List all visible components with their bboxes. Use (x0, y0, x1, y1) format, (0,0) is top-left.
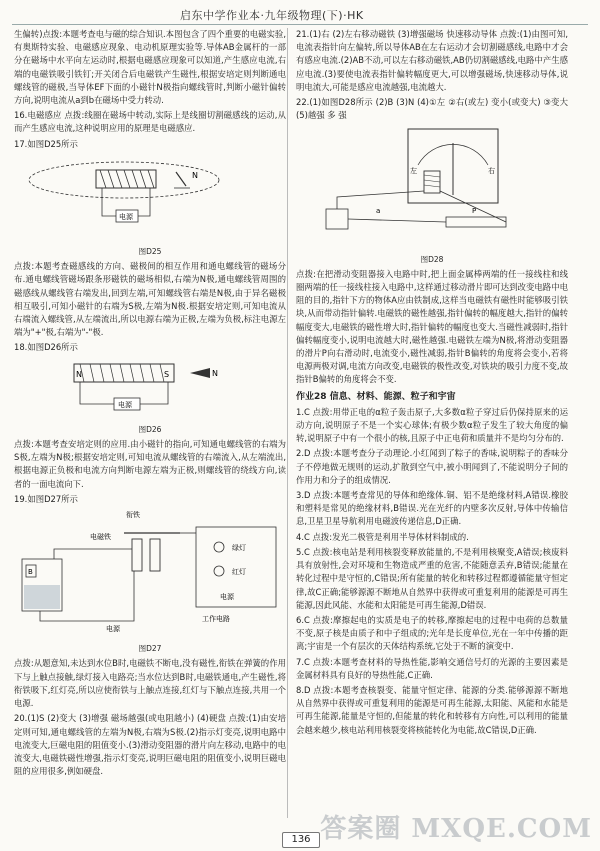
page-header (0, 4, 600, 26)
column-divider (287, 28, 288, 818)
figure-d27-b-label: B (28, 568, 33, 577)
figure-d27 (14, 509, 286, 639)
answer-28-3: 3.D 点拨:本题考查常见的导体和绝缘体.铜、铝不是绝缘材料,A错误.橡胶和塑料是常见的绝缘材料,B错误.光在光纤的内壁多次反射,导体中传输信息,卫星卫星导航利用电磁波传递信息,D正确. (296, 490, 568, 527)
left-column (14, 28, 286, 780)
figure-d28-diagram (296, 125, 568, 245)
answer-17-explanation: 点拨:本题考查磁感线的方向、磁极间的相互作用和通电螺线管的磁场分布.通电螺线管磁场跟条形磁铁的磁场相似,右端为N极,通电螺线管周围的磁感线从螺线管右端发出,回到左端,可知螺线管右端是N极,由于异名磁极相互吸引,可知小磁针的右端为S极,左端为N极.根据安培定则,可知电流从右端流入螺线管,从左端流出,所以电源右端为正极,左端为负极,标注电源左端为"+"极,右端为"-"极. (14, 261, 286, 338)
watermark: 答案圈 MXQE.COM (320, 814, 592, 844)
figure-d28-a-label: a (376, 207, 381, 216)
figure-d28-caption: 图D28 (420, 254, 444, 264)
answer-22-explanation: 点拨:在把滑动变阻器接入电路中时,把上面金属棒两端的任一接线柱和线圈两端的任一接线柱接入电路中,这样通过移动滑片即可达到改变电路中电阻的目的,指针下方的物体A应由铁制成,这样当电磁铁有磁性时能够吸引铁块,从而带动指针偏转.电磁铁的磁性越强,指针偏转的幅度越大,指针的偏转幅度变大,电磁铁的磁性增大时,指针偏转的幅度也变大.当磁性减弱时,指针偏转幅度变小,说明电流越大时,磁性越强.电磁铁左端为N极,将滑动变阻器的滑片P向右滑动时,电流变小,磁性减弱,指针B偏转的角度将会变小,若将电源两极对调,电流方向改变,电磁铁的极性改变,对铁块的吸引力度不变,故指针B偏转的角度将会不变. (296, 268, 568, 385)
right-column (296, 28, 568, 739)
answer-20: 20.(1)S (2)变大 (3)增强 磁场越强(或电阻越小) (4)硬盘 点拨:(1)由安培定则可知,通电螺线管的左端为N极,右端为S极.(2)指示灯变亮,说明电路中电流变大,巨磁电阻的阻值变小.(3)滑动变阻器的滑片向左移动,电路中的电流变大,电磁铁磁性增强,指示灯变亮,说明巨磁电阻的阻值变小,说明巨磁电阻的应用很多,例如硬盘. (14, 713, 286, 777)
figure-d25-caption: 图D25 (138, 247, 162, 257)
answer-28-5: 5.C 点拨:核电站是利用核裂变释放能量的,不是利用核聚变,A错误;核废料具有放射性,会对环境和生物造成严重的危害,不能随意丢弃,B错误;能量在转化过程中是守恒的,C错误;所有能量的转化和转移过程都遵循能量守恒定律,故C正确;能够源源不断地从自然界中获得或可重复利用的能源是可再生能源,因此风能、水能和太阳能是可再生能源,D错误. (296, 546, 568, 610)
figure-d28-left-label: 左 (410, 167, 417, 176)
figure-d27-red-label: 红灯 (232, 568, 246, 577)
figure-d27-diagram (14, 509, 286, 635)
figure-d25-n-label: N (192, 170, 198, 180)
figure-d28-p-label: P (472, 207, 477, 216)
figure-d27-green-label: 绿灯 (232, 544, 246, 553)
section-heading-28: 作业28 信息、材料、能源、粒子和宇宙 (296, 391, 456, 402)
answer-22: 22.(1)如图D28所示 (2)B (3)N (4)①左 ②右(或左) 变小(或变大) ③变大 (5)越强 多 强 (296, 97, 568, 121)
answer-28-8: 8.D 点拨:本题考查核裂变、能量守恒定律、能源的分类.能够源源不断地从自然界中获得或可重复利用的能源是可再生能源,太阳能、风能和水能是可再生能源,能量是守恒的,但能量的转化和转移有方向性,可以利用的能量会越来越少,核电站利用核裂变将核能转化为电能,故C错误,D正确. (296, 684, 568, 735)
figure-d27-power2-label: 电源 (220, 593, 234, 602)
figure-d26-diagram (14, 358, 286, 416)
figure-d26-power-label: 电源 (118, 400, 132, 409)
answer-21: 21.(1)右 (2)左右移动磁铁 (3)增强磁场 快速移动导体 点拨:(1)由图可知,电流表指针向左偏转,所以导体AB在左右运动才会切割磁感线,电路中才会有感应电流.(2)AB不动,可以左右移动磁铁,AB仍切割磁感线,电路中产生感应电流.(3)要使电流表指针偏转幅度更大,可以增强磁场,快速移动导体,说明电流大,可能是感应电流越强,电流越大. (296, 29, 568, 92)
figure-d25-power-label: 电源 (119, 212, 133, 221)
answer-28-7: 7.C 点拨:本题考查材料的导热性能,影响交通信号灯的光源的主要因素是金属材料具有良好的导热性能,C正确. (296, 656, 568, 680)
figure-d28 (296, 125, 568, 249)
answer-19: 19.如图D27所示 (14, 493, 78, 504)
figure-d27-work-label: 工作电路 (202, 615, 230, 624)
header-title: 启东中学作业本·九年级物理(下)·HK (180, 9, 364, 22)
page-number: 136 (282, 832, 320, 848)
figure-d28-right-label: 右 (488, 167, 495, 176)
header-rule (12, 24, 588, 25)
figure-d27-contact-label: 衔铁 (126, 511, 140, 520)
answer-18: 18.如图D26所示 (14, 342, 78, 353)
figure-d26-label-right: S (164, 369, 170, 379)
figure-d27-caption: 图D27 (138, 644, 162, 654)
figure-d26 (14, 358, 286, 420)
figure-d26-needle-label: N (212, 368, 218, 378)
answer-28-4: 4.C 点拨:发光二极管是利用半导体材料制成的. (296, 531, 469, 542)
answer-16: 16.电磁感应 点拨:线圈在磁场中转动,实际上是线圈切割磁感线的运动,从而产生感应电流,这种说明应用的原理是电磁感应. (14, 110, 286, 134)
answer-28-6: 6.C 点拨:摩擦起电的实质是电子的转移,摩擦起电的过程中电荷的总数量不变,原子核是由质子和中子组成的;光年是长度单位,光在一年中传播的距离;宇宙是一个有层次的天体结构系统,它处于不断的演变中. (296, 614, 568, 652)
figure-d25 (14, 154, 286, 242)
answer-19-explanation: 点拨:从题意知,未达到水位B时,电磁铁不断电,没有磁性,衔铁在弹簧的作用下与上触点接触,绿灯接入电路亮;当水位达到B时,电磁铁通电,产生磁性,将衔铁吸下,红灯亮,所以应使衔铁与上触点连接,红灯与下触点连接,共用一个电源. (14, 658, 286, 709)
answer-28-1: 1.C 点拨:用带正电的α粒子轰击原子,大多数α粒子穿过后仍保持原来的运动方向,说明原子不是一个实心球体;有极少数α粒子发生了较大角度的偏转,说明原子中有一个很小的核,且原子中正电荷和质量并不是均匀分布的. (296, 406, 568, 444)
answer-28-2: 2.D 点拨:本题考查分子动理论.小红闻到了粽子的香味,说明粽子的香味分子不停地做无规则的运动,扩散到空气中,被小明闻到了,不能说明分子间的作用力和分子的组成情况. (296, 448, 568, 485)
figure-d26-label-left: N (76, 369, 82, 379)
figure-d27-power1-label: 电源 (106, 625, 120, 634)
answer-15-explanation: 生偏转)点拨:本题考查电与磁的综合知识.本图包含了四个重要的电磁实验,有奥斯特实验、电磁感应现象、电动机原理实验等.导体AB金属杆的一部分在磁场中水平向左运动时,根据电磁感应现象可以知道,产生感应电流,右端的电磁铁吸引铁钉;开关闭合后电磁铁产生磁性,根据安培定则判断通电螺线管的磁极,当导体EF下面的小磁针N极指向螺线管时,判断小磁针偏转方向,说明电流从a到b在磁场中受力转动. (14, 29, 286, 106)
figure-d26-caption: 图D26 (138, 424, 162, 434)
answer-17: 17.如图D25所示 (14, 138, 78, 149)
figure-d25-diagram (14, 154, 286, 238)
figure-d27-magnet-label: 电磁铁 (90, 533, 111, 542)
answer-18-explanation: 点拨:本题考查安培定则的应用.由小磁针的指向,可知通电螺线管的右端为S极,左端为N极;根据安培定则,可知电流从螺线管的右端流入,从左端流出,根据电源正负极和电流方向判断电源左端为正极,则螺线管的绕线方向,读者的一面电流向下. (14, 439, 286, 489)
